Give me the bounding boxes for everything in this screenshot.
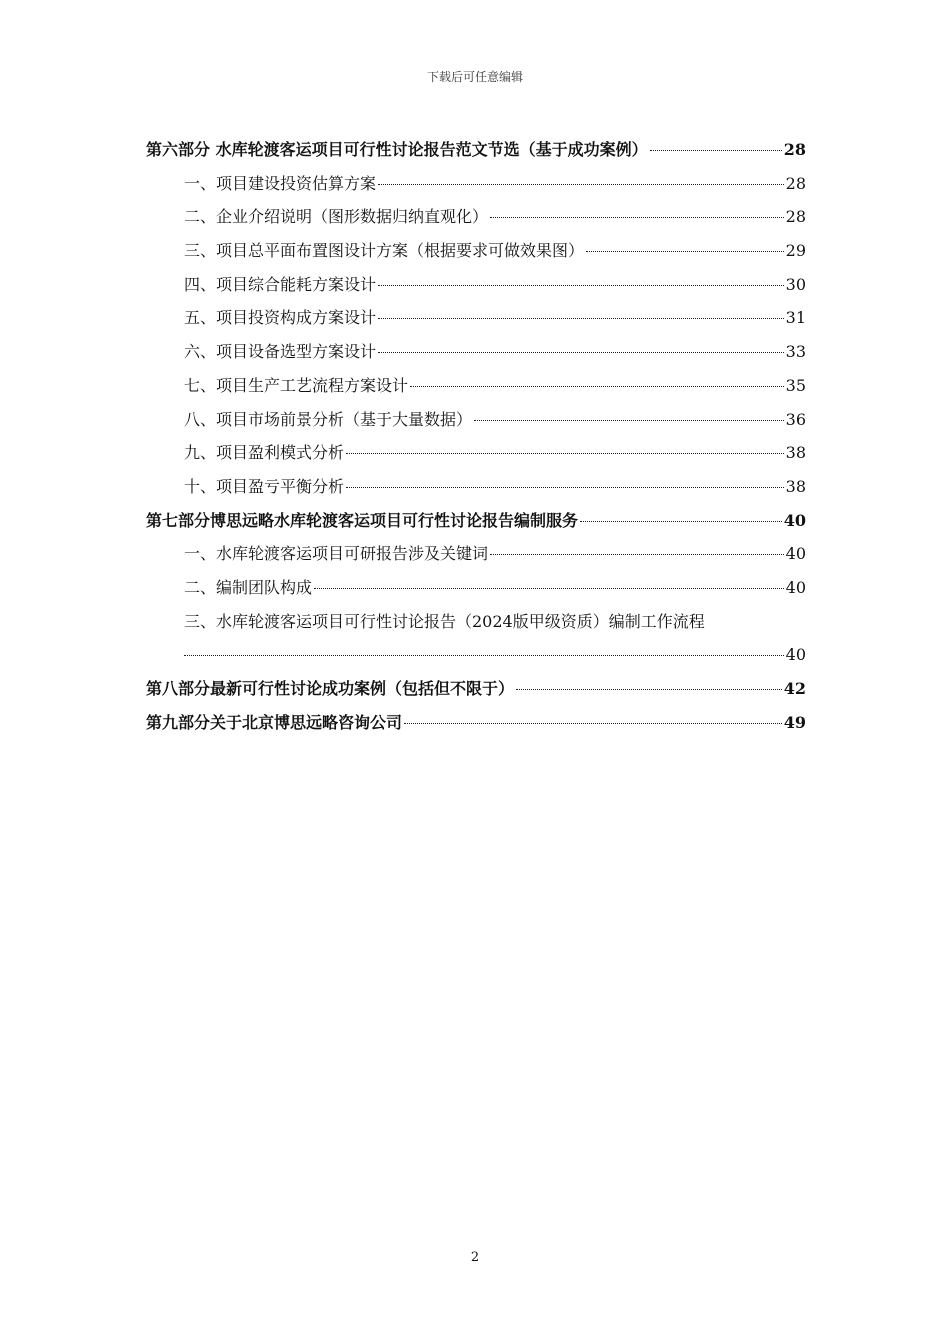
toc-leader-dots <box>474 420 784 421</box>
toc-section-entry[interactable] <box>146 711 806 745</box>
page-header: 下载后可任意编辑 <box>426 70 523 84</box>
toc-page-number: 33 <box>785 342 806 362</box>
toc-entry-label: 二、编制团队构成 <box>184 577 313 597</box>
toc-leader-dots <box>314 588 784 589</box>
toc-leader-dots <box>650 150 782 151</box>
toc-leader-dots <box>404 723 782 724</box>
toc-subsection-entry[interactable] <box>146 306 806 340</box>
toc-leader-dots <box>378 285 784 286</box>
toc-section-entry[interactable] <box>146 509 806 543</box>
toc-entry-label: 第九部分关于北京博思远略咨询公司 <box>146 712 403 732</box>
toc-leader-dots <box>490 217 784 218</box>
toc-entry-label: 三、项目总平面布置图设计方案（根据要求可做效果图） <box>184 241 585 261</box>
toc-entry-label: 四、项目综合能耗方案设计 <box>184 274 377 294</box>
toc-entry-label: 二、企业介绍说明（图形数据归纳直观化） <box>184 207 489 227</box>
toc-entry-label: 三、水库轮渡客运项目可行性讨论报告（2024版甲级资质）编制工作流程 <box>184 611 705 631</box>
toc-leader-dots <box>184 655 784 656</box>
toc-leader-dots <box>516 689 782 690</box>
toc-page-number: 31 <box>785 308 806 328</box>
toc-entry-label: 一、水库轮渡客运项目可研报告涉及关键词 <box>184 544 489 564</box>
toc-subsection-entry[interactable] <box>146 576 806 610</box>
toc-leader-dots <box>586 251 784 252</box>
toc-entry-label: 七、项目生产工艺流程方案设计 <box>184 375 409 395</box>
toc-entry-label: 九、项目盈利模式分析 <box>184 443 345 463</box>
toc-page-number: 29 <box>785 241 806 261</box>
toc-subsection-entry[interactable] <box>146 408 806 442</box>
toc-page-number: 40 <box>785 544 806 564</box>
toc-page-number: 49 <box>783 712 806 732</box>
toc-subsection-entry[interactable] <box>146 441 806 475</box>
toc-subsection-entry[interactable] <box>146 610 806 677</box>
toc-entry-label: 第六部分 水库轮渡客运项目可行性讨论报告范文节选（基于成功案例） <box>146 140 648 159</box>
toc-entry-label: 一、项目建设投资估算方案 <box>184 173 377 193</box>
toc-leader-dots <box>410 386 784 387</box>
toc-leader-dots <box>378 318 784 319</box>
toc-page-number: 42 <box>783 679 806 698</box>
toc-subsection-entry[interactable] <box>146 273 806 307</box>
table-of-contents <box>146 138 806 744</box>
toc-subsection-entry[interactable] <box>146 205 806 239</box>
toc-subsection-entry[interactable] <box>146 340 806 374</box>
toc-page-number: 38 <box>785 443 806 463</box>
toc-page-number: 35 <box>785 375 806 395</box>
toc-subsection-entry[interactable] <box>146 172 806 206</box>
toc-entry-label: 六、项目设备选型方案设计 <box>184 342 377 362</box>
toc-subsection-entry[interactable] <box>146 542 806 576</box>
toc-entry-label: 十、项目盈亏平衡分析 <box>184 476 345 496</box>
toc-entry-label: 第七部分博思远略水库轮渡客运项目可行性讨论报告编制服务 <box>146 510 579 530</box>
toc-page-number: 28 <box>783 140 806 159</box>
toc-entry-label: 五、项目投资构成方案设计 <box>184 308 377 328</box>
toc-subsection-entry[interactable] <box>146 374 806 408</box>
toc-page-number: 36 <box>785 409 806 429</box>
toc-page-number: 40 <box>785 645 806 665</box>
toc-section-entry[interactable] <box>146 138 806 172</box>
toc-subsection-entry[interactable] <box>146 239 806 273</box>
toc-page-number: 28 <box>785 207 806 227</box>
toc-page-number: 28 <box>785 173 806 193</box>
toc-page-number: 40 <box>783 510 806 530</box>
toc-page-number: 40 <box>785 577 806 597</box>
toc-leader-dots <box>378 184 784 185</box>
page-number: 2 <box>470 1250 480 1265</box>
toc-entry-label: 八、项目市场前景分析（基于大量数据） <box>184 409 473 429</box>
toc-leader-dots <box>580 521 782 522</box>
toc-page-number: 30 <box>785 274 806 294</box>
toc-section-entry[interactable] <box>146 677 806 711</box>
toc-subsection-entry[interactable] <box>146 475 806 509</box>
toc-entry-label: 第八部分最新可行性讨论成功案例（包括但不限于） <box>146 679 515 698</box>
toc-leader-dots <box>346 453 784 454</box>
toc-leader-dots <box>378 352 784 353</box>
toc-leader-dots <box>490 554 784 555</box>
toc-leader-dots <box>346 487 784 488</box>
toc-page-number: 38 <box>785 476 806 496</box>
